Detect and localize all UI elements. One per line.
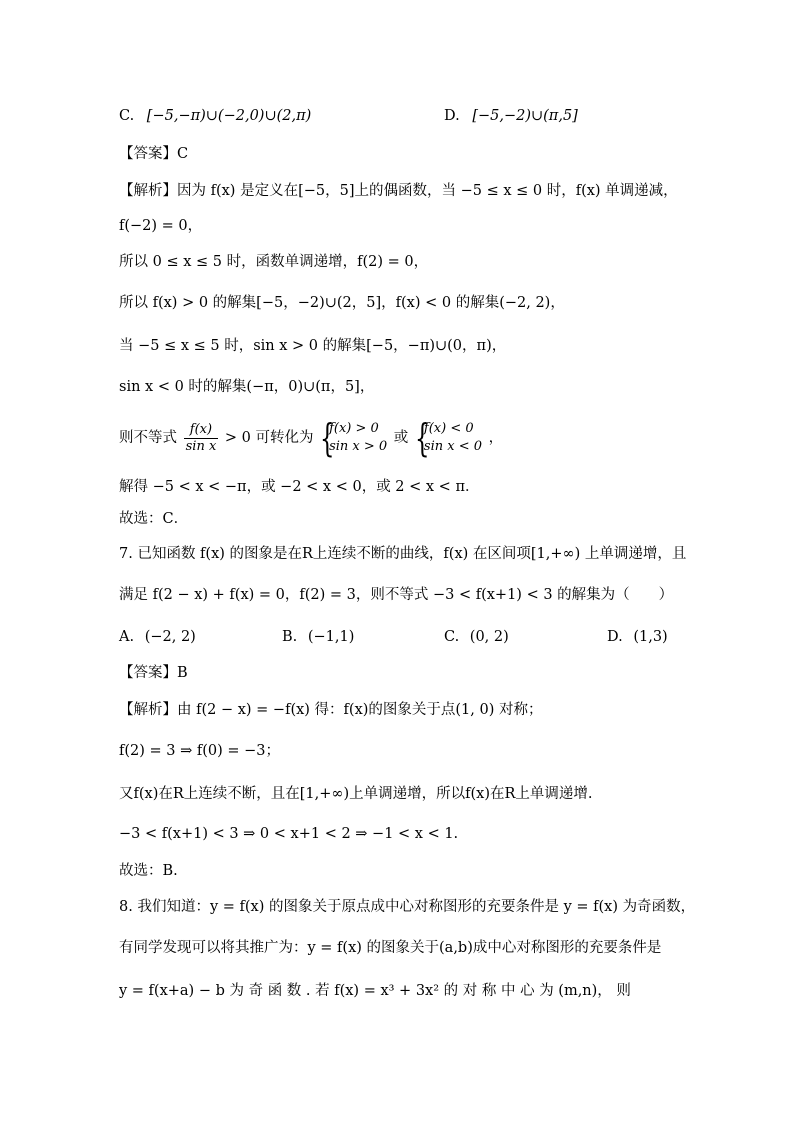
q7-option-b-value: (−1,1) — [307, 629, 355, 645]
q6-analysis-line-2: f(−2) = 0， — [119, 218, 203, 234]
q6-analysis-line-8: 解得 −5 < x < −π，或 −2 < x < 0，或 2 < x < π． — [119, 479, 480, 495]
brace-icon: { — [414, 416, 430, 460]
q7-stem-line-1: 7. 已知函数 f(x) 的图象是在R上连续不断的曲线，f(x) 在区间项[1,+∞) 上单调递增，且 — [119, 546, 687, 562]
brace-icon: { — [320, 416, 335, 460]
q7-option-b-label: B. — [282, 629, 298, 645]
q7-option-c-value: (0, 2) — [469, 629, 509, 645]
q6-system-1-row-1: f(x) > 0 — [329, 421, 379, 436]
q6-answer: 【答案】C — [119, 146, 189, 162]
q7-option-d-value: (1,3) — [633, 629, 668, 645]
q7-option-d — [607, 627, 668, 647]
q6-fraction-numerator: f(x) — [184, 422, 219, 439]
option-c-label: C. — [119, 108, 135, 124]
q6-system-2-row-2: sin x < 0 — [423, 439, 482, 454]
q7-analysis-line-3: 又f(x)在R上连续不断，且在[1,+∞)上单调递增，所以f(x)在R上单调递增. — [119, 786, 593, 802]
q7-option-d-label: D. — [607, 629, 623, 645]
q6-system-2-row-1: f(x) < 0 — [423, 421, 474, 436]
q7-option-a — [119, 627, 196, 647]
q8-stem-line-3: y = f(x+a) − b 为 奇 函 数 . 若 f(x) = x³ + 3x² 的 对 称 中 心 为 (m,n)， 则 — [119, 983, 631, 999]
option-d-value: [−5,−2)∪(π,5] — [472, 108, 578, 124]
q7-analysis-line-4: −3 < f(x+1) < 3 ⇒ 0 < x+1 < 2 ⇒ −1 < x < 1. — [119, 826, 459, 842]
q7-option-a-label: A. — [119, 629, 135, 645]
option-d-label: D. — [444, 108, 460, 124]
q6-analysis-line-1: 【解析】因为 f(x) 是定义在[−5，5]上的偶函数，当 −5 ≤ x ≤ 0 时，f(x) 单调递减， — [119, 183, 678, 199]
q6-inequality-prefix: 则不等式 — [119, 430, 177, 446]
q7-option-b — [282, 627, 354, 647]
q7-answer: 【答案】B — [119, 665, 188, 681]
option-c — [119, 106, 311, 126]
q6-system-1 — [320, 416, 388, 460]
option-d — [444, 106, 578, 126]
q8-stem-line-1: 8. 我们知道：y = f(x) 的图象关于原点成中心对称图形的充要条件是 y = f(x) 为奇函数， — [119, 899, 696, 915]
q7-analysis-line-2: f(2) = 3 ⇒ f(0) = −3； — [119, 743, 281, 759]
q6-analysis-line-4: 所以 f(x) > 0 的解集[−5，−2)∪(2，5]，f(x) < 0 的解集(−2, 2)， — [119, 295, 565, 311]
q6-system-1-row-2: sin x > 0 — [329, 439, 388, 454]
q6-inequality-mid: > 0 可转化为 — [224, 430, 314, 446]
q7-conclusion: 故选：B. — [119, 863, 178, 879]
q7-option-a-value: (−2, 2) — [144, 629, 196, 645]
q6-analysis-line-6: sin x < 0 时的解集(−π，0)∪(π，5]， — [119, 379, 375, 395]
q6-analysis-line-7 — [119, 418, 503, 458]
q8-stem-line-2: 有同学发现可以将其推广为：y = f(x) 的图象关于(a,b)成中心对称图形的充要条件是 — [119, 940, 662, 956]
q7-option-c-label: C. — [444, 629, 460, 645]
q7-stem-line-2: 满足 f(2 − x) + f(x) = 0，f(2) = 3，则不等式 −3 < f(x+1) < 3 的解集为（ ） — [119, 587, 674, 603]
q6-inequality-end: ， — [488, 430, 504, 446]
q6-fraction-denominator: sin x — [185, 438, 217, 454]
q6-analysis-line-5: 当 −5 ≤ x ≤ 5 时，sin x > 0 的解集[−5，−π)∪(0，π)， — [119, 338, 507, 354]
q6-fraction — [184, 422, 219, 455]
q6-conclusion: 故选：C． — [119, 511, 189, 527]
q6-analysis-line-3: 所以 0 ≤ x ≤ 5 时，函数单调递增，f(2) = 0， — [119, 254, 429, 270]
q7-analysis-line-1: 【解析】由 f(2 − x) = −f(x) 得：f(x)的图象关于点(1, 0) 对称； — [119, 702, 543, 718]
q7-option-c — [444, 627, 509, 647]
q6-system-2 — [414, 416, 482, 460]
q6-or: 或 — [393, 430, 409, 446]
option-c-value: [−5,−π)∪(−2,0)∪(2,π) — [146, 108, 312, 124]
